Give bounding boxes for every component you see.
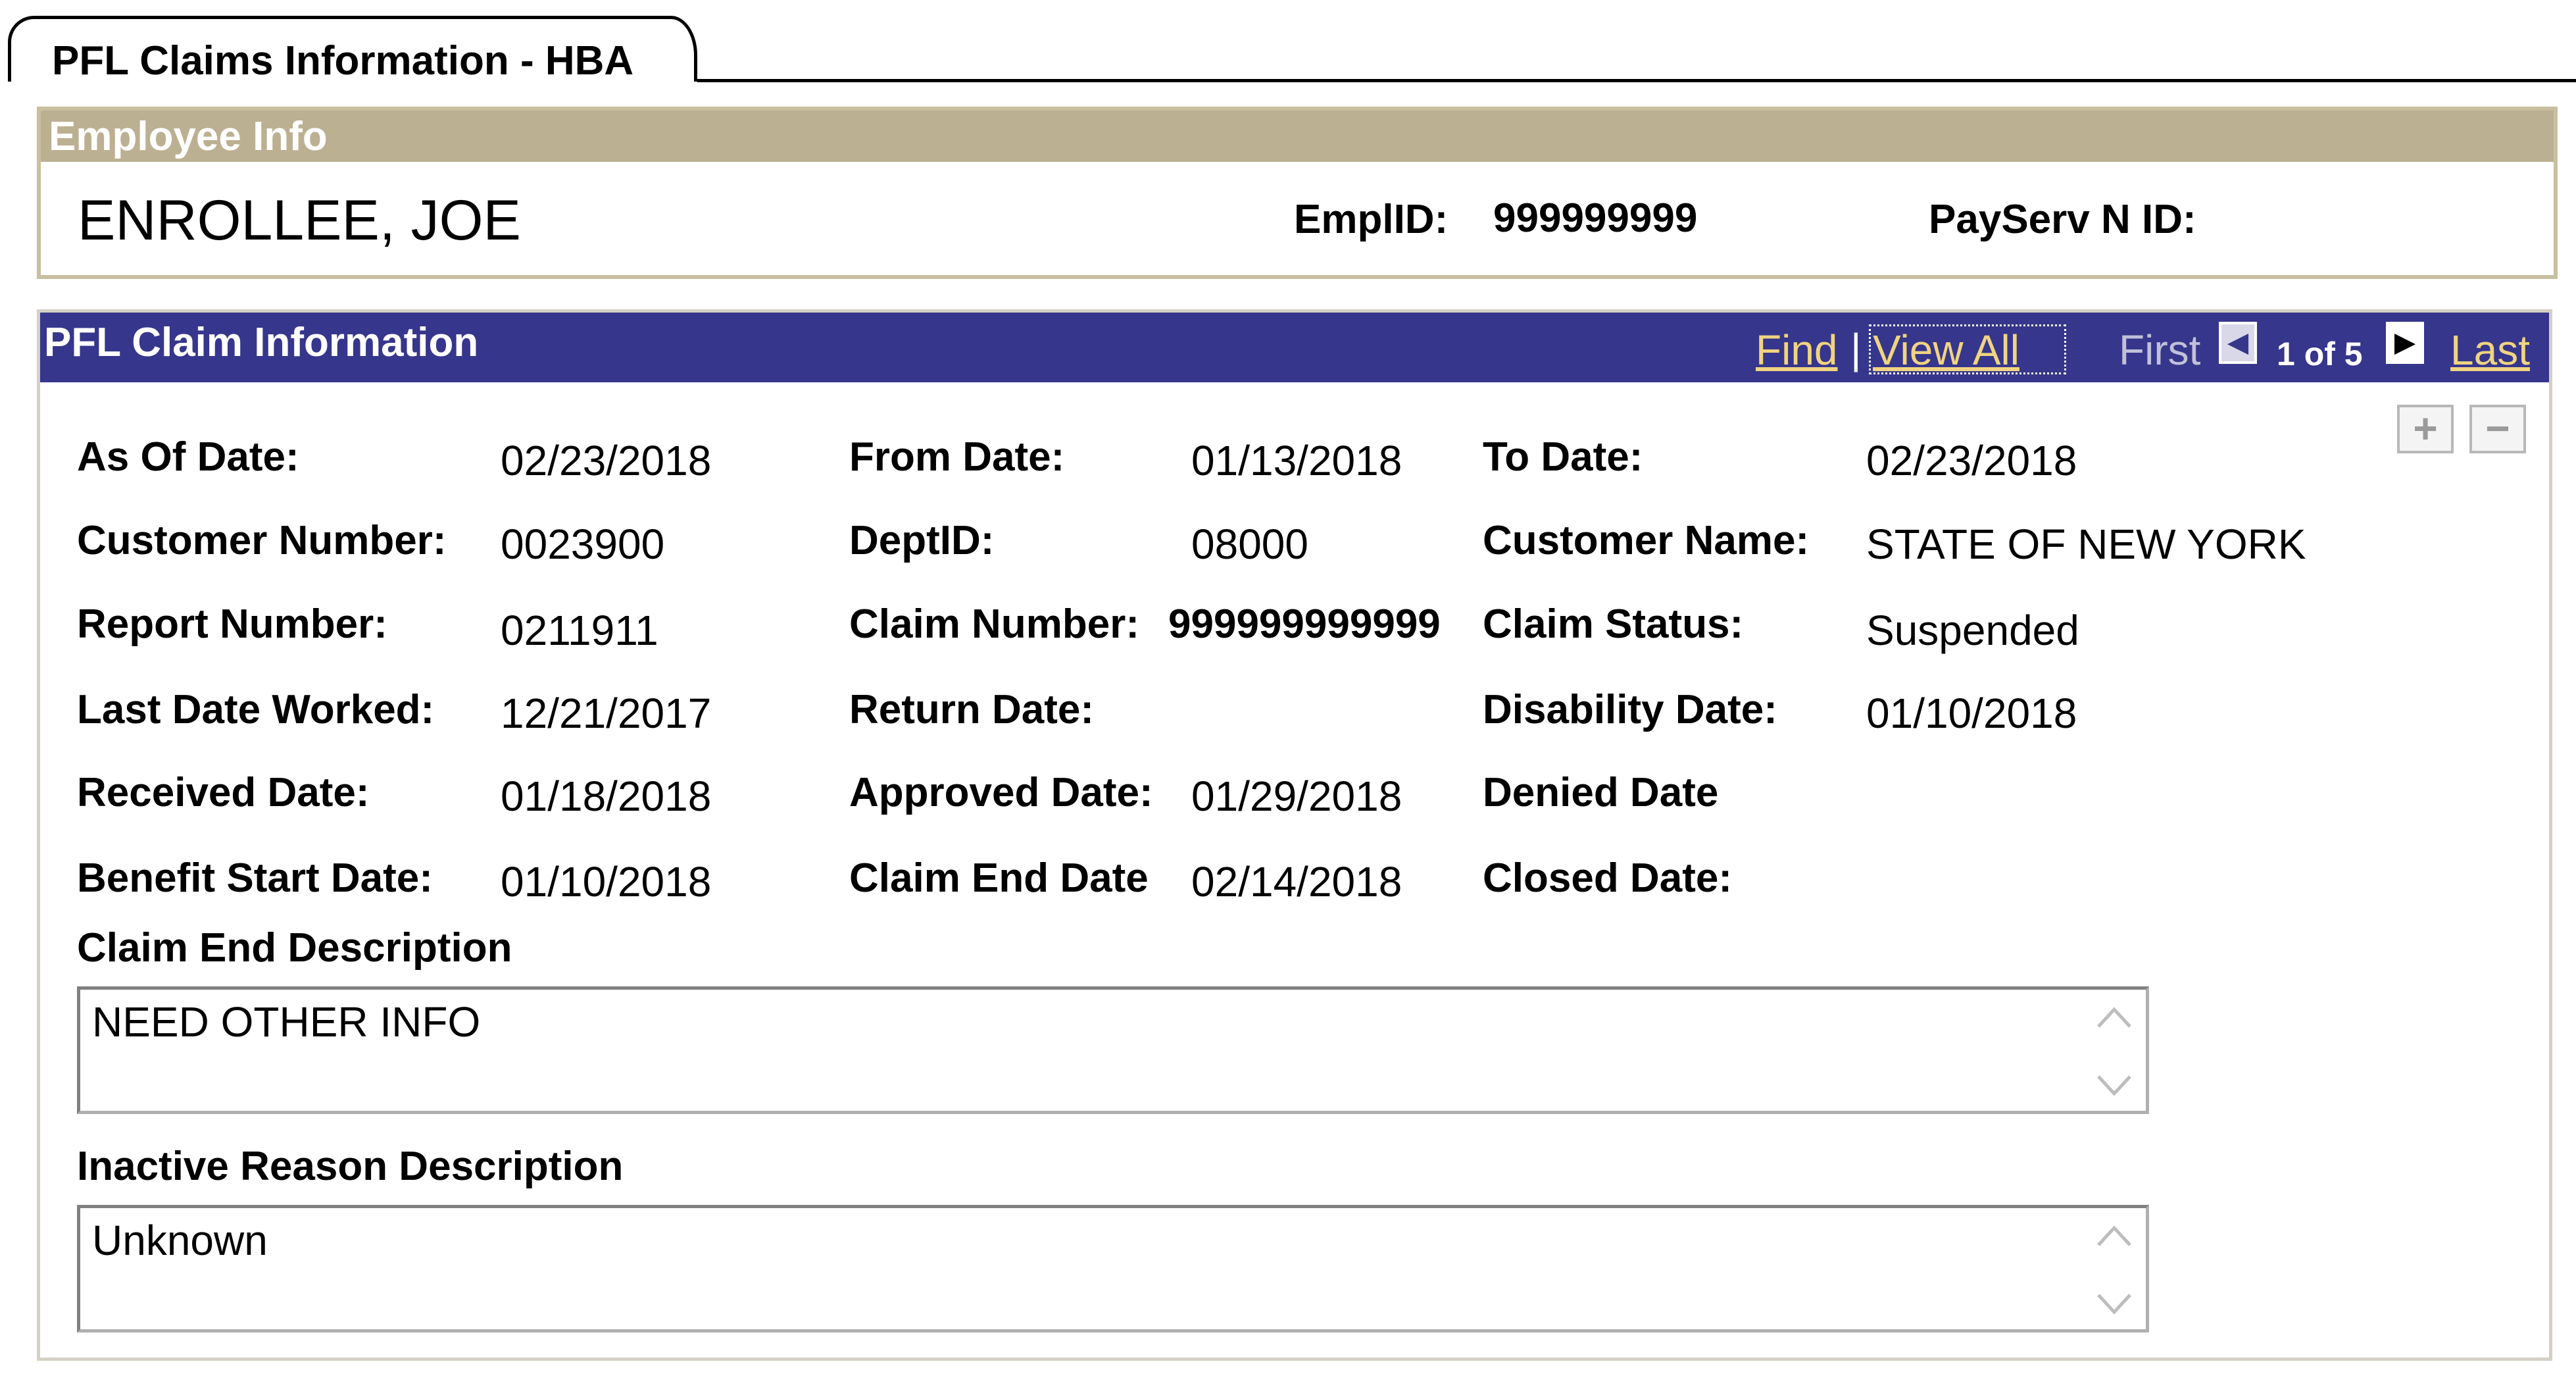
inactive-reason-description-text: Unknown <box>92 1217 268 1264</box>
chevron-down-icon[interactable] <box>2094 1291 2134 1317</box>
first-label: First <box>2119 326 2201 374</box>
empl-id-label: EmplID: <box>1294 197 1449 242</box>
row-count: 1 of 5 <box>2277 336 2363 372</box>
inactive-reason-description-label: Inactive Reason Description <box>77 1144 624 1189</box>
as-of-date-label: As Of Date: <box>77 434 299 480</box>
received-date-label: Received Date: <box>77 770 370 815</box>
dept-id-value: 08000 <box>1191 521 1308 568</box>
closed-date-label: Closed Date: <box>1483 855 1732 901</box>
customer-name-value: STATE OF NEW YORK <box>1866 521 2306 568</box>
add-row-button[interactable]: + <box>2397 405 2454 453</box>
employee-info-panel <box>37 107 2558 279</box>
dept-id-label: DeptID: <box>849 518 995 563</box>
approved-date-value: 01/29/2018 <box>1191 773 1402 820</box>
approved-date-label: Approved Date: <box>849 770 1153 815</box>
from-date-value: 01/13/2018 <box>1191 437 1402 484</box>
claim-info-panel <box>37 309 2552 1361</box>
chevron-up-icon[interactable] <box>2094 1223 2134 1249</box>
claim-end-date-label: Claim End Date <box>849 855 1149 901</box>
denied-date-label: Denied Date <box>1483 770 1719 815</box>
to-date-value: 02/23/2018 <box>1866 437 2077 484</box>
view-all-link[interactable]: View All <box>1873 326 2019 374</box>
received-date-value: 01/18/2018 <box>501 773 712 820</box>
customer-number-value: 0023900 <box>501 521 665 568</box>
from-date-label: From Date: <box>849 434 1065 480</box>
claim-number-value: 999999999999 <box>1168 601 1441 647</box>
tab-pfl-claims[interactable] <box>8 16 697 82</box>
last-date-worked-label: Last Date Worked: <box>77 687 435 732</box>
report-number-label: Report Number: <box>77 601 387 647</box>
benefit-start-date-label: Benefit Start Date: <box>77 855 433 901</box>
prev-arrow-icon[interactable]: ◀ <box>2219 322 2257 364</box>
next-arrow-icon[interactable]: ▶ <box>2386 322 2424 364</box>
employee-info-header <box>41 111 2554 162</box>
claim-info-header <box>40 313 2549 382</box>
benefit-start-date-value: 01/10/2018 <box>501 858 712 905</box>
nav-separator: | <box>1850 325 1862 372</box>
disability-date-value: 01/10/2018 <box>1866 690 2077 737</box>
chevron-down-icon[interactable] <box>2094 1073 2134 1099</box>
claim-end-date-value: 02/14/2018 <box>1191 858 1402 905</box>
tab-divider <box>697 79 2576 82</box>
claim-info-title: PFL Claim Information <box>44 320 479 365</box>
claim-end-description-label: Claim End Description <box>77 925 512 971</box>
find-link[interactable]: Find <box>1756 326 1838 374</box>
claim-status-label: Claim Status: <box>1483 601 1744 647</box>
report-number-value: 0211911 <box>501 607 658 654</box>
tab-label: PFL Claims Information - HBA <box>52 38 634 84</box>
customer-name-label: Customer Name: <box>1483 518 1810 563</box>
inactive-reason-description-textarea[interactable] <box>77 1205 2149 1333</box>
last-date-worked-value: 12/21/2017 <box>501 690 712 737</box>
chevron-up-icon[interactable] <box>2094 1004 2134 1030</box>
employee-info-title: Employee Info <box>49 114 328 159</box>
empl-id-value: 999999999 <box>1493 195 1698 241</box>
to-date-label: To Date: <box>1483 434 1643 480</box>
customer-number-label: Customer Number: <box>77 518 447 563</box>
claim-end-description-text: NEED OTHER INFO <box>92 998 481 1046</box>
claim-end-description-textarea[interactable] <box>77 986 2149 1114</box>
delete-row-button[interactable]: − <box>2469 405 2526 453</box>
claim-status-value: Suspended <box>1866 607 2079 654</box>
payserv-id-label: PayServ N ID: <box>1929 197 2196 242</box>
employee-name: ENROLLEE, JOE <box>78 189 521 252</box>
disability-date-label: Disability Date: <box>1483 687 1777 732</box>
claim-number-label: Claim Number: <box>849 601 1139 647</box>
as-of-date-value: 02/23/2018 <box>501 437 712 484</box>
return-date-label: Return Date: <box>849 687 1095 732</box>
last-link[interactable]: Last <box>2450 326 2530 374</box>
